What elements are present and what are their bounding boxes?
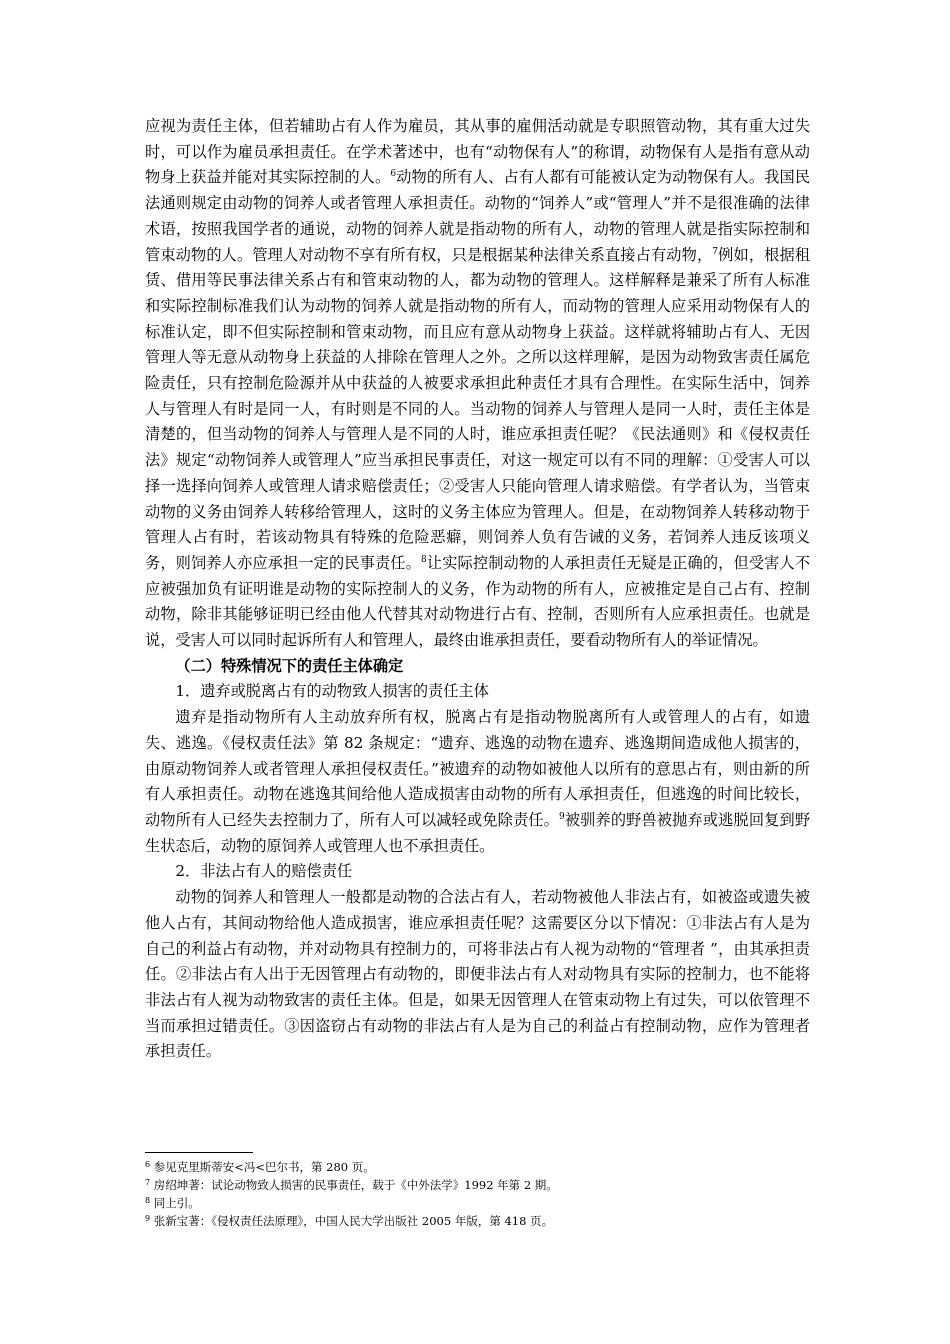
footnote [145,1158,810,1176]
footnote-ref-7[interactable]: 7 [712,246,719,257]
footnote-text: 同上引。 [153,1196,200,1210]
section-heading: （二）特殊情况下的责任主体确定 [175,656,404,675]
footnotes-section [145,1152,810,1230]
footnote [145,1176,810,1194]
paragraph-text: 动物的所有人、占有人都有可能被认定为动物保有人。我国民法通则规定由动物的饲养人或者管理人承担责任。动物的“饲养人”或“管理人”并不是很准确的法律术语，按照我国学者的通说，动物的饲养人就是指动物的所有人，动物的管理人就是指实际控制和管束动物的人。管理人对动物不享有所有权，只是根据某种法律关系直接占有动物， [145,168,811,264]
footnote-ref-6[interactable]: 6 [390,169,397,180]
paragraph-responsible-subject [145,114,810,654]
footnote-mark: 8 [145,1196,151,1205]
subheading-illegal-possessor: 2．非法占有人的赔偿责任 [175,862,353,881]
footnote-separator [145,1152,253,1153]
footnote-mark: 7 [145,1178,151,1187]
paragraph-text: 例如，根据租赁、借用等民事法律关系占有和管束动物的人，都为动物的管理人。这样解释是兼采了所有人标准和实际控制标准我们认为动物的饲养人就是指动物的所有人，而动物的管理人应采用动物保有人的标准认定，即不但实际控制和管束动物，而且应有意从动物身上获益。这样就将辅助占有人、无因管理人等无意从动物身上获益的人排除在管理人之外。之所以这样理解，是因为动物致害责任属危险责任，只有控制危险源并从中获益的人被要求承担此种责任才具有合理性。在实际生活中，饲养人与管理人有时是同一人，有时则是不同的人。当动物的饲养人与管理人是同一人时，责任主体是清楚的，但当动物的饲养人与管理人是不同的人时，谁应承担责任呢？《民法通则》和《侵权责任法》规定“动物饲养人或管理人”应当承担民事责任，对这一规定可以有不同的理解：①受害人可以择一选择向饲养人或管理人请求赔偿责任；②受害人只能向管理人请求赔偿。有学者认为，当管束动物的义务由饲养人转移给管理人，这时的义务主体应为管理人。但是，在动物饲养人转移动物于管理人占有时，若该动物具有特殊的危险恶癖，则饲养人负有告诫的义务，若饲养人违反该项义务，则饲养人亦应承担一定的民事责任。 [145,245,811,572]
footnote [145,1194,810,1212]
paragraph-text: 应视为责任主体，但若辅助占有人作为雇员，其从事的雇佣活动就是专职照管动物，其有重大过失时，可以作为雇员承担责任。在学术著述中，也有“动物保有人”的称谓，动物保有人是指有意从动物身上获益并能对其实际控制的人。 [145,117,810,187]
footnote-ref-8[interactable]: 8 [420,554,427,565]
footnote-ref-9[interactable]: 9 [558,811,565,822]
document-body [145,114,810,1065]
footnote-text: 参见克里斯蒂安<冯<巴尔书，第 280 页。 [153,1160,375,1174]
subheading-abandoned-animals: 1．遗弃或脱离占有的动物致人损害的责任主体 [175,682,489,701]
footnote-text: 房绍坤著：试论动物致人损害的民事责任，载于《中外法学》1992 年第 2 期。 [153,1178,558,1192]
footnote-mark: 9 [145,1214,151,1223]
footnote [145,1212,810,1230]
footnote-mark: 6 [145,1160,151,1169]
paragraph-text: 被驯养的野兽被抛弃或逃脱回复到野生状态后，动物的原饲养人或管理人也不承担责任。 [145,810,811,855]
paragraph-abandoned-animals [145,705,810,859]
paragraph-text: 遗弃是指动物所有人主动放弃所有权，脱离占有是指动物脱离所有人或管理人的占有，如遗失、逃逸。《侵权责任法》第 82 条规定：“遗弃、逃逸的动物在遗弃、逃逸期间造成他人损害的，由原动物饲养人或者管理人承担侵权责任。”被遗弃的动物如被他人以所有的意思占有，则由新的所有人承担责任。动物在逃逸其间给他人造成损害由动物的所有人承担责任，但逃逸的时间比较长，动物所有人已经失去控制力了，所有人可以减轻或免除责任。 [145,708,810,829]
footnote-text: 张新宝著：《侵权责任法原理》，中国人民大学出版社 2005 年版，第 418 页。 [153,1214,554,1228]
paragraph-text: 让实际控制动物的人承担责任无疑是正确的，但受害人不应被强加负有证明谁是动物的实际控制人的义务，作为动物的所有人，应被推定是自己占有、控制动物，除非其能够证明已经由他人代替其对动物进行占有、控制，否则所有人应承担责任。也就是说，受害人可以同时起诉所有人和管理人，最终由谁承担责任，要看动物所有人的举证情况。 [145,553,811,650]
paragraph-illegal-possessor: 动物的饲养人和管理人一般都是动物的合法占有人，若动物被他人非法占有，如被盗或遗失被他人占有，其间动物给他人造成损害，谁应承担责任呢？这需要区分以下情况：①非法占有人是为自己的利益占有动物，并对动物具有控制力的，可将非法占有人视为动物的“管理者 ”，由其承担责任。②非法占有人出于无因管理占有动物的，即便非法占有人对动物具有实际的控制力，也不能将非法占有人视为动物致害的责任主体。但是，如果无因管理人在管束动物上有过失，可以依管理不当而承担过错责任。③因盗窃占有动物的非法占有人是为自己的利益占有控制动物，应作为管理者承担责任。 [145,888,810,1061]
